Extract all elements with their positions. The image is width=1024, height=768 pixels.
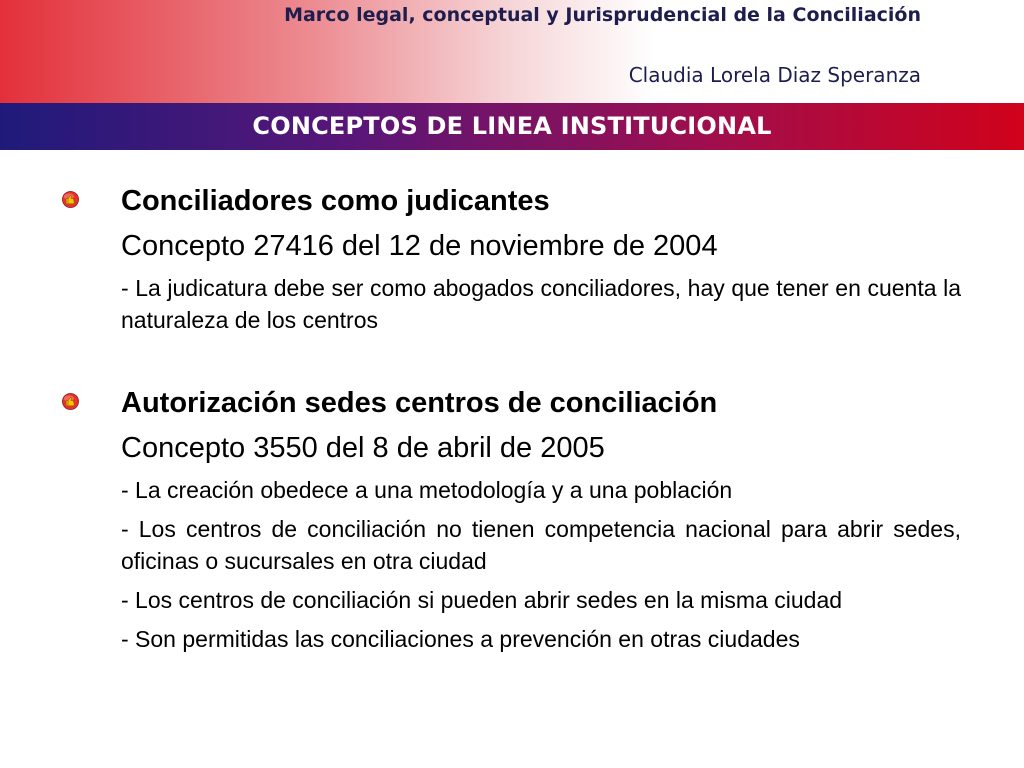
section-conciliadores [0, 176, 1024, 336]
slide-content [0, 176, 1024, 662]
header-author: Claudia Lorela Diaz Speranza [628, 63, 921, 87]
list-item: - Son permitidas las conciliaciones a prevención en otras ciudades [121, 626, 800, 652]
thumbs-up-icon [62, 393, 79, 410]
thumbs-up-icon [62, 191, 79, 208]
section-heading: Autorización sedes centros de conciliación [121, 387, 718, 419]
section-heading: Conciliadores como judicantes [121, 185, 550, 217]
list-item: - Los centros de conciliación no tienen competencia nacional para abrir sedes, oficinas o sucursales en otra ciudad [121, 516, 961, 574]
concepto-reference: Concepto 27416 del 12 de noviembre de 2004 [121, 230, 718, 262]
header-band [0, 0, 1024, 103]
title-band [0, 103, 1024, 150]
section-title: CONCEPTOS DE LINEA INSTITUCIONAL [252, 112, 772, 140]
list-item: - La judicatura debe ser como abogados conciliadores, hay que tener en cuenta la naturaleza de los centros [121, 275, 961, 333]
header-title: Marco legal, conceptual y Jurisprudencial de la Conciliación [284, 4, 921, 26]
concepto-reference: Concepto 3550 del 8 de abril de 2005 [121, 432, 605, 464]
list-item: - Los centros de conciliación si pueden abrir sedes en la misma ciudad [121, 587, 843, 613]
list-item: - La creación obedece a una metodología y a una población [121, 477, 733, 503]
section-autorizacion-sedes [0, 378, 1024, 655]
